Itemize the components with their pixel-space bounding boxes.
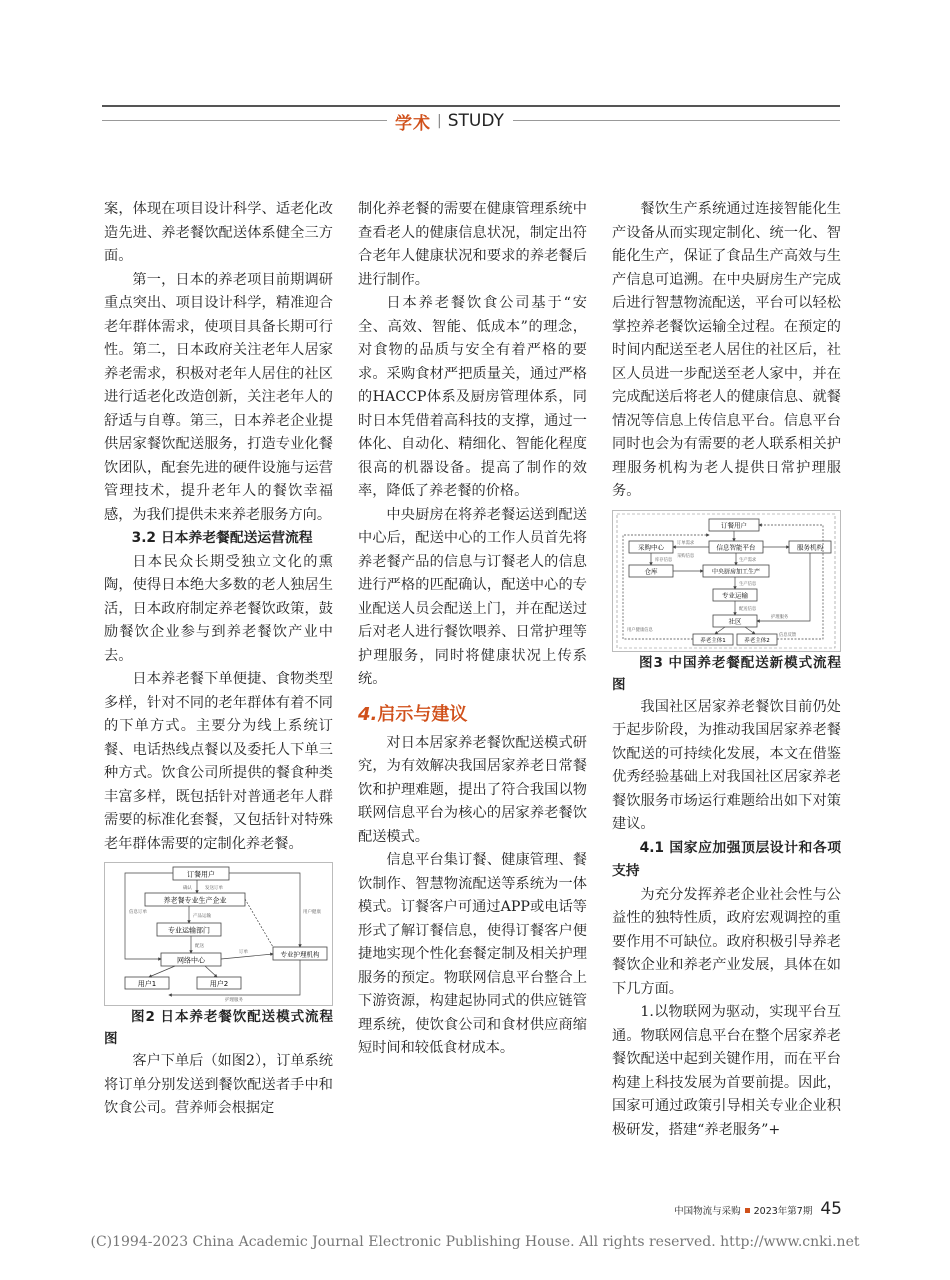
figure-3-diagram	[613, 511, 840, 651]
figure-2	[104, 862, 333, 1006]
figure-2-caption: 图2 日本养老餐饮配送模式流程图	[104, 1009, 333, 1047]
fig3-logistics: 专业运输	[722, 591, 748, 599]
journal-name: 中国物流与采购	[674, 1206, 741, 1217]
fig3-elder2: 养老主体2	[744, 637, 770, 644]
section-label-cn: 学术	[395, 113, 431, 134]
column-1	[104, 198, 333, 1121]
section-title: 启示与建议	[377, 703, 468, 725]
fig2-label: 配送	[195, 944, 204, 949]
fig3-label: 生产信息	[739, 581, 757, 587]
paragraph: 客户下单后（如图2），订单系统将订单分别发送到餐饮配送者手中和饮食公司。营养师会根据定	[104, 1053, 333, 1116]
fig3-label: 信息反馈	[779, 632, 797, 638]
page-number: 45	[820, 1199, 842, 1219]
column-3	[612, 198, 841, 1142]
copyright-notice: (C)1994-2023 China Academic Journal Electronic Publishing House. All rights reserved. http://www.cnki.net	[90, 1234, 860, 1250]
subsection-heading: 3.2 日本养老餐配送运营流程	[131, 530, 313, 546]
paragraph: 对日本居家养老餐饮配送模式研究，为有效解决我国居家养老日常餐饮和护理难题，提出了符合我国以物联网信息平台为核心的居家养老餐饮配送模式。	[358, 734, 587, 845]
fig2-label: 订单	[239, 950, 248, 955]
fig2-user2: 用户2	[209, 980, 229, 988]
fig3-platform: 信息智能平台	[716, 543, 756, 551]
fig3-label: 配送信息	[739, 606, 757, 612]
fig3-community: 社区	[728, 617, 742, 625]
paragraph: 信息平台集订餐、健康管理、餐饮制作、智慧物流配送等系统为一体模式。订餐客户可通过APP或电话等形式了解订餐信息，使得订餐客户便捷地实现个性化套餐定制及相关护理服务的预定。物联网信息平台整合上下游资源，构建起协同式的供应链管理系统，使饮食公司和食材供应商缩短时间和较低食材成本。	[358, 852, 587, 1056]
fig2-user1: 用户1	[137, 980, 157, 988]
fig2-enterprise: 养老餐专业生产企业	[163, 896, 227, 905]
fig2-label: 信息订单	[129, 910, 147, 915]
column-2	[358, 198, 587, 1061]
paragraph: 1.以物联网为驱动，实现平台互通。物联网信息平台在整个居家养老餐饮配送中起到关键作用，而在平台构建上科技发展为首要前提。因此，国家可通过政策引导相关专业企业积极研发，搭建“养老服务”+	[612, 1004, 841, 1138]
fig2-label: 确认	[183, 886, 192, 891]
fig3-label: 订单需求	[677, 540, 695, 546]
section-label-en: STUDY	[447, 111, 504, 131]
section-heading	[358, 702, 587, 728]
fig3-purchase: 采购中心	[638, 543, 664, 551]
fig3-kitchen: 中央厨房加工生产	[711, 568, 761, 575]
figure-3	[612, 510, 841, 652]
fig2-network-center: 网络中心	[177, 956, 205, 965]
footer-bullet-icon	[745, 1208, 750, 1213]
fig2-label: 护理服务	[225, 998, 243, 1003]
fig2-label: 用户健康	[303, 910, 321, 915]
fig2-delivery-dept: 专业运输部门	[168, 926, 210, 935]
paragraph: 日本民众长期受独立文化的熏陶，使得日本绝大多数的老人独居生活，日本政府制定养老餐饮政策，鼓励餐饮企业参与到养老餐饮产业中去。	[104, 553, 333, 664]
fig3-care-org: 服务机构	[797, 543, 823, 551]
fig2-order-user: 订餐用户	[187, 870, 215, 879]
header-separator: |	[437, 113, 442, 129]
paragraph: 餐饮生产系统通过连接智能化生产设备从而实现定制化、统一化、智能化生产，保证了食品生产高效与生产信息可追溯。在中央厨房生产完成后进行智慧物流配送，平台可以轻松掌控养老餐饮运输全过程。在预定的时间内配送至老人居住的社区后，社区人员进一步配送至老人家中，并在完成配送后将老人的健康信息、就餐情况等信息上传信息平台。信息平台同时也会为有需要的老人联系相关护理服务机构为老人提供日常护理服务。	[612, 201, 841, 499]
paragraph: 第一，日本的养老项目前期调研重点突出、项目设计科学，精准迎合老年群体需求，使项目具备长期可行性。第二，日本政府关注老年人居家养老需求，积极对老年人居住的社区进行适老化改造创新，关注老年人的舒适与自尊。第三，日本养老企业提供居家餐饮配送服务，打造专业化餐饮团队，配套先进的硬件设施与运营管理技术，提升老年人的餐饮幸福感，为我们提供未来养老服务方向。	[104, 271, 333, 523]
figure-3-caption: 图3 中国养老餐配送新模式流程图	[612, 654, 841, 693]
paragraph: 案，体现在项目设计科学、适老化改造先进、养老餐饮配送体系健全三方面。	[104, 201, 333, 264]
fig3-label: 用户健康信息	[627, 627, 653, 633]
fig3-label: 生产需求	[739, 557, 757, 563]
subsection-heading: 4.1 国家应加强顶层设计和各项支持	[612, 839, 841, 879]
fig2-care-org: 专业护理机构	[280, 950, 320, 959]
fig3-label: 护理服务	[771, 614, 789, 620]
paragraph: 日本养老餐下单便捷、食物类型多样，针对不同的老年群体有着不同的下单方式。主要分为线上系统订餐、电话热线点餐以及委托人下单三种方式。饮食公司所提供的餐食种类丰富多样，既包括针对普通老年人群需要的标准化套餐，又包括针对特殊老年群体需要的定制化养老餐。	[104, 671, 333, 852]
page-footer	[674, 1199, 842, 1219]
fig3-warehouse: 仓库	[644, 567, 658, 575]
fig3-label: 库存信息	[655, 557, 673, 563]
paragraph: 中央厨房在将养老餐运送到配送中心后，配送中心的工作人员首先将养老餐产品的信息与订餐老人的信息进行严格的匹配确认，配送中心的专业配送人员会配送上门，并在配送过后对老人进行餐饮喂养、日常护理等护理服务，同时将健康状况上传系统。	[358, 506, 587, 687]
fig3-label: 采购信息	[677, 553, 695, 559]
figure-2-diagram	[105, 863, 332, 1005]
header-rule-top	[102, 105, 840, 107]
paragraph: 日本养老餐饮食公司基于“安全、高效、智能、低成本”的理念，对食物的品质与安全有着严格的要求。采购食材严把质量关，通过严格的HACCP体系及厨房管理体系，同时日本凭借着高科技的支撑，通过一体化、自动化、精细化、智能化程度很高的机器设备。提高了制作的效率，降低了养老餐的价格。	[358, 295, 587, 499]
fig3-order-user: 订餐用户	[721, 521, 747, 529]
header-rule-left	[102, 120, 387, 121]
header-rule-right	[513, 120, 840, 121]
fig2-label: 产品运输	[193, 914, 211, 919]
section-header	[395, 111, 504, 134]
fig3-elder1: 养老主体1	[700, 637, 726, 644]
paragraph: 为充分发挥养老企业社会性与公益性的独特性质，政府宏观调控的重要作用不可缺位。政府积极引导养老餐饮企业和养老产业发展，具体在如下几方面。	[612, 886, 841, 997]
paragraph: 我国社区居家养老餐饮目前仍处于起步阶段，为推动我国居家养老餐饮配送的可持续化发展，本文在借鉴优秀经验基础上对我国社区居家养老餐饮服务市场运行难题给出如下对策建议。	[612, 698, 841, 832]
paragraph: 制化养老餐的需要在健康管理系统中查看老人的健康信息状况，制定出符合老年人健康状况和要求的养老餐后进行制作。	[358, 201, 587, 288]
issue-label: 2023年第7期	[753, 1206, 813, 1217]
fig2-label: 发送订单	[205, 886, 223, 891]
section-number: 4.	[358, 703, 378, 725]
